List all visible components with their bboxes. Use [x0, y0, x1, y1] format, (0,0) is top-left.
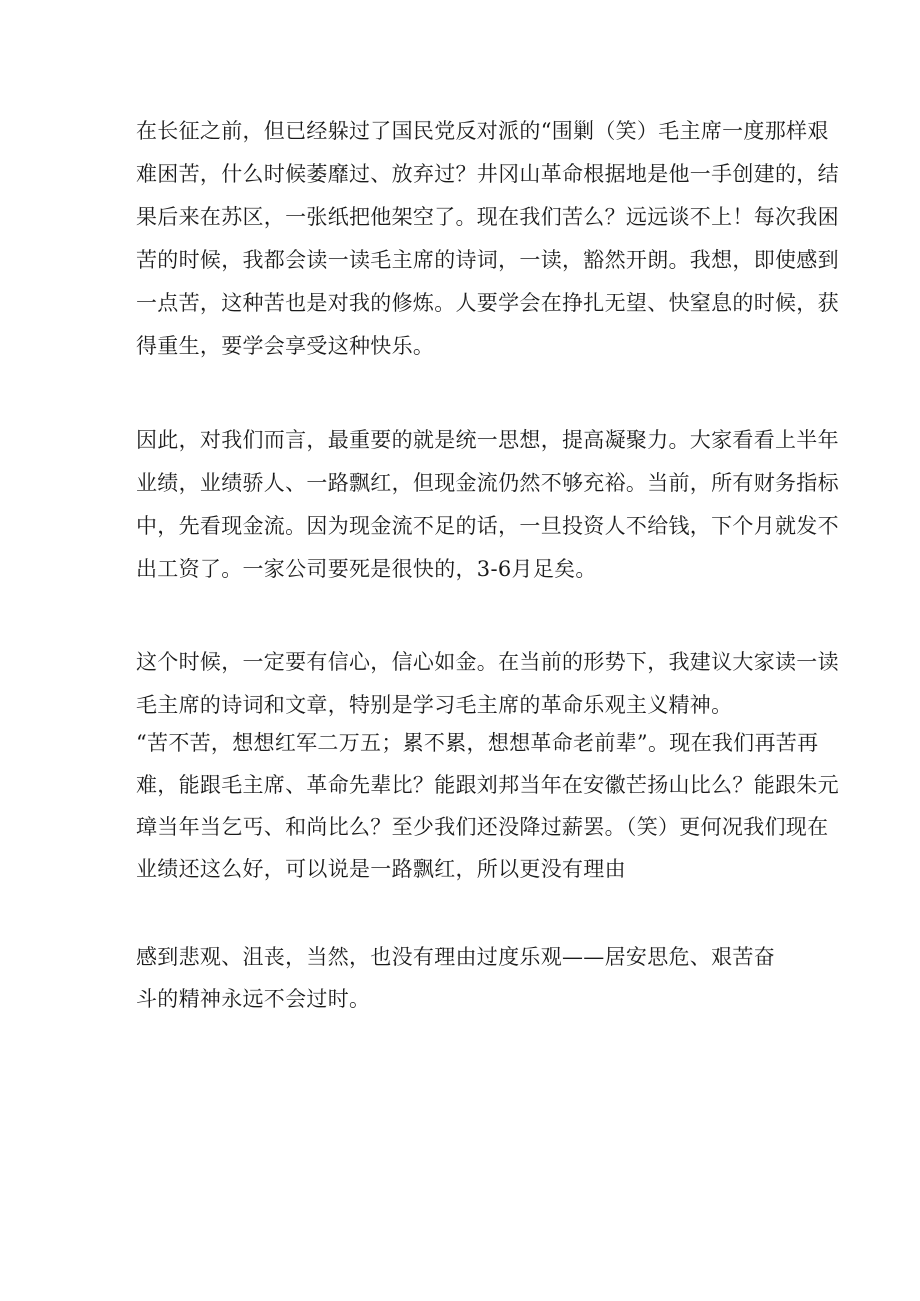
text-line: 一点苦，这种苦也是对我的修炼。人要学会在挣扎无望、快窒息的时候，获 [136, 291, 839, 315]
text-line: 中，先看现金流。因为现金流不足的话，一旦投资人不给钱，下个月就发不 [136, 514, 839, 538]
text-line: 得重生，要学会享受这种快乐。 [136, 334, 435, 358]
text-line: 业绩，业绩骄人、一路飘红，但现金流仍然不够充裕。当前，所有财务指标 [136, 471, 839, 495]
text-line: 果后来在苏区，一张纸把他架空了。现在我们苦么？远远谈不上！每次我困 [136, 205, 839, 229]
text-line: 璋当年当乞丐、和尚比么？至少我们还没降过薪罢。（笑）更何况我们现在 [136, 815, 829, 839]
text-line: 难困苦，什么时候萎靡过、放弃过？井冈山革命根据地是他一手创建的，结 [136, 162, 839, 186]
text-line: 感到悲观、沮丧，当然，也没有理由过度乐观——居安思危、艰苦奋 [136, 945, 775, 969]
text-line: 业绩还这么好，可以说是一路飘红，所以更没有理由 [136, 857, 626, 881]
text-line: 这个时候，一定要有信心，信心如金。在当前的形势下，我建议大家读一读 [136, 650, 839, 674]
text-line: 因此，对我们而言，最重要的就是统一思想，提高凝聚力。大家看看上半年 [136, 428, 839, 452]
text-line: 毛主席的诗词和文章，特别是学习毛主席的革命乐观主义精神。 [136, 693, 733, 717]
text-line: 在长征之前，但已经躲过了国民党反对派的“围剿（笑）毛主席一度那样艰 [136, 119, 829, 143]
text-line: 斗的精神永远不会过时。 [136, 987, 371, 1011]
text-line: “苦不苦，想想红军二万五；累不累，想想革命老前辈”。现在我们再苦再 [136, 731, 819, 755]
text-line: 出工资了。一家公司要死是很快的，3-6月足矣。 [136, 557, 597, 581]
text-line: 苦的时候，我都会读一读毛主席的诗词，一读，豁然开朗。我想，即使感到 [136, 248, 839, 272]
text-line: 难，能跟毛主席、革命先辈比？能跟刘邦当年在安徽芒扬山比么？能跟朱元 [136, 773, 839, 797]
